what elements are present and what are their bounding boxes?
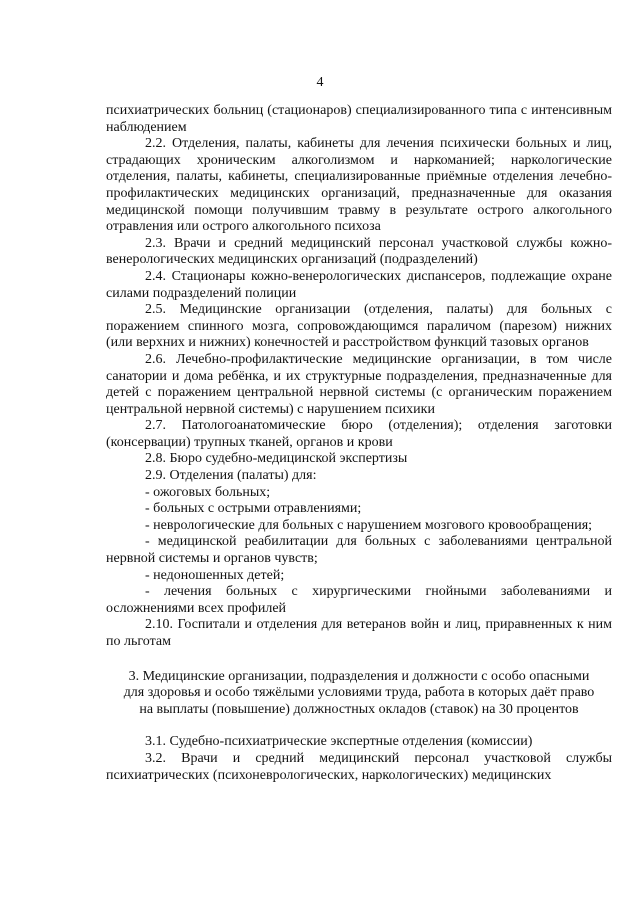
section-heading-line: 3. Медицинские организации, подразделения и должности с особо опасными: [128, 668, 590, 684]
section-3-heading: [106, 669, 612, 719]
paragraph-2-9: 2.9. Отделения (палаты) для:: [145, 468, 317, 484]
paragraph-2-4: 2.4. Стационары кожно-венерологических диспансеров, подлежащие охране силами подразделений полиции: [106, 268, 612, 301]
section-heading-line: на выплаты (повышение) должностных окладов (ставок) на 30 процентов: [139, 701, 579, 717]
paragraph-2-7: 2.7. Патологоанатомические бюро (отделения); отделения заготовки (консервации) трупных тканей, органов и крови: [106, 418, 612, 450]
document-body: [106, 103, 612, 784]
paragraph-2-8: 2.8. Бюро судебно-медицинской экспертизы: [145, 451, 408, 467]
paragraph-2-3: 2.3. Врачи и средний медицинский персонал участковой службы кожно-венерологических медицинских организаций (подразделений): [106, 235, 612, 268]
paragraph-3-1: 3.1. Судебно-психиатрические экспертные отделения (комиссии): [145, 734, 533, 750]
section-heading-line: для здоровья и особо тяжёлыми условиями труда, работа в которых даёт право: [123, 685, 595, 701]
list-item: - ожоговых больных;: [145, 484, 271, 500]
paragraph-2-10: 2.10. Госпитали и отделения для ветеранов войн и лиц, приравненных к ним по льготам: [106, 617, 612, 649]
list-item: - больных с острыми отравлениями;: [145, 501, 362, 517]
list-item: - недоношенных детей;: [145, 567, 285, 583]
paragraph-2-6: 2.6. Лечебно-профилактические медицинские организации, в том числе санатории и дома ребёнка, и их структурные подразделения, предназначенные для детей с поражением центральной нервной системы (с органическим поражением центральной нервной системы) с нарушением психики: [106, 351, 612, 417]
paragraph-continuation: психиатрических больниц (стационаров) специализированного типа с интенсивным наблюдением: [106, 103, 612, 135]
page-number: 4: [316, 75, 324, 90]
paragraph-2-5: 2.5. Медицинские организации (отделения, палаты) для больных с поражением спинного мозга, сопровождающимся параличом (парезом) нижних (или верхних и нижних) конечностей и расстройством функций тазовых органов: [106, 302, 612, 351]
paragraph-2-2: 2.2. Отделения, палаты, кабинеты для лечения психически больных и лиц, страдающих хроническим алкоголизмом и наркоманией; наркологические отделения, палаты, кабинеты, специализированные приёмные отделения лечебно-профилактических медицинских организаций, предназначенные для оказания медицинской помощи получившим травму в результате острого алкогольного отравления или острого алкогольного психоза: [106, 136, 612, 235]
list-item: - медицинской реабилитации для больных с заболеваниями центральной нервной системы и органов чувств;: [106, 534, 612, 567]
list-item: - неврологические для больных с нарушением мозгового кровообращения;: [145, 517, 593, 533]
list-item: - лечения больных с хирургическими гнойными заболеваниями и осложнениями всех профилей: [106, 584, 612, 616]
paragraph-3-2: 3.2. Врачи и средний медицинский персонал участковой службы психиатрических (психоневрологических, наркологических) медицинских: [106, 750, 612, 783]
